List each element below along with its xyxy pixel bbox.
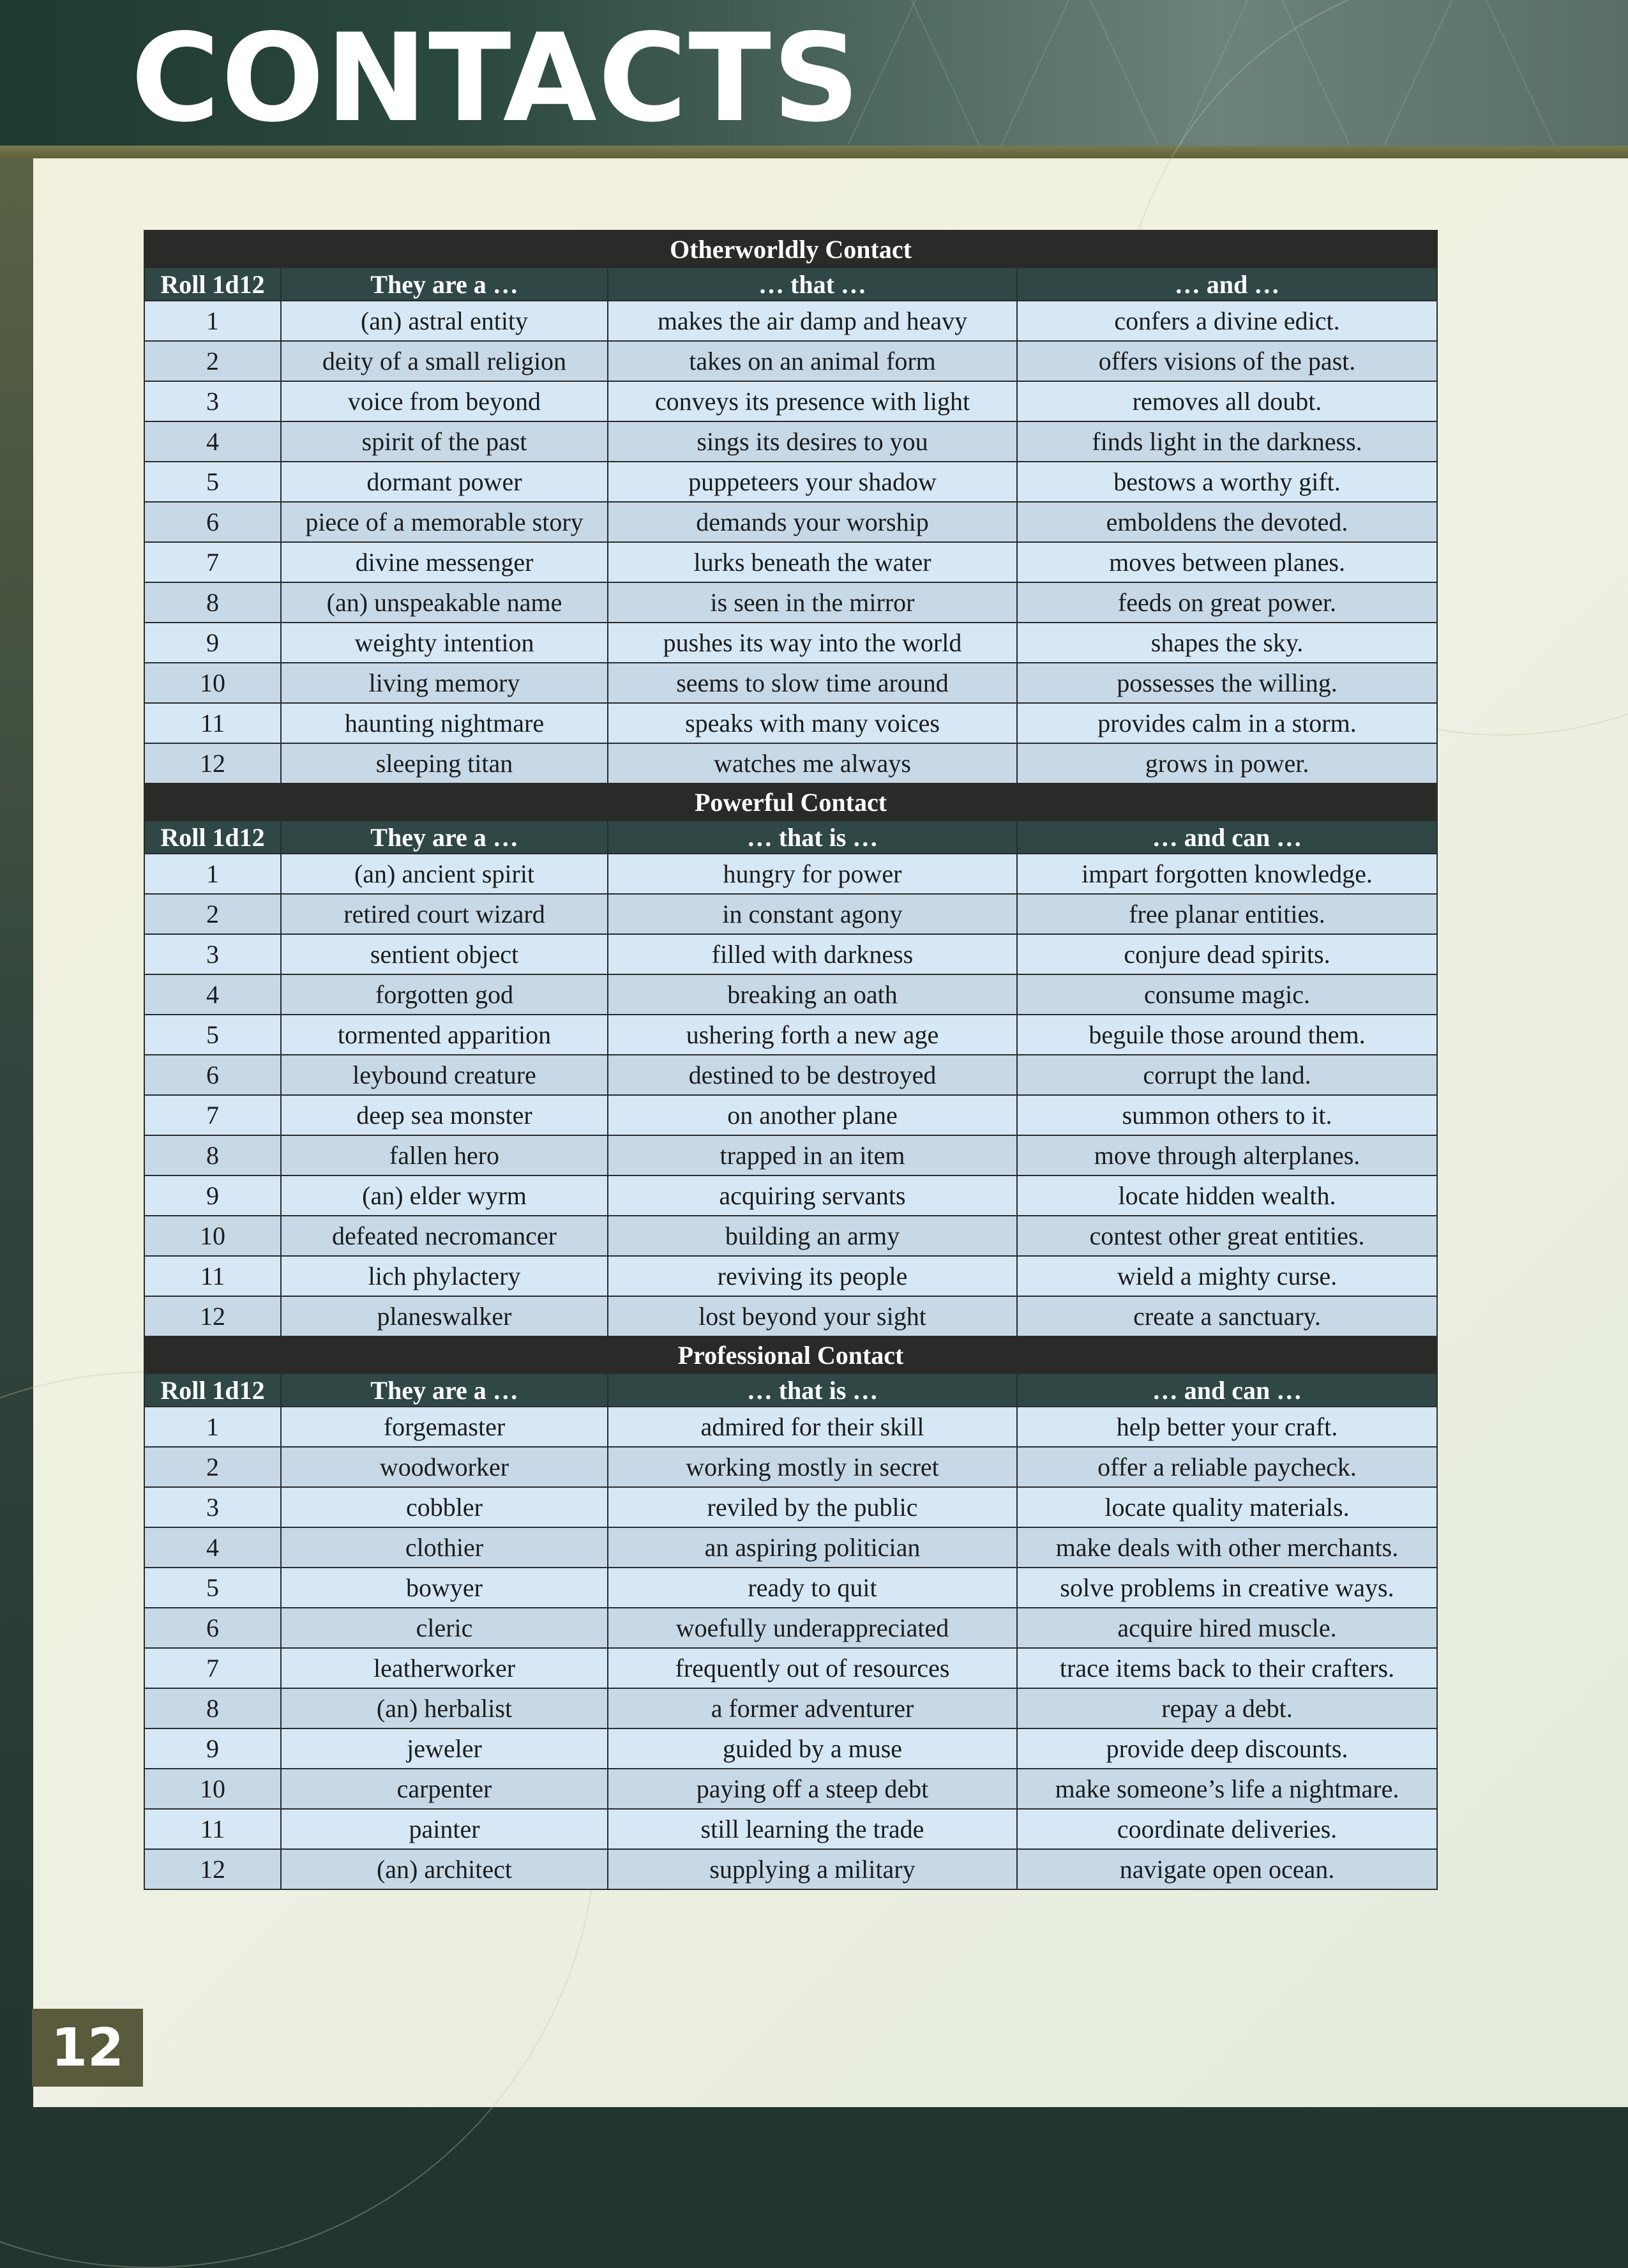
table-cell: 10 [144,1216,281,1256]
section-title-row [144,231,1437,268]
table-cell: 9 [144,1728,281,1769]
column-header: They are a … [281,820,608,854]
table-cell: locate quality materials. [1017,1487,1437,1527]
table-row [144,1216,1437,1256]
table-cell: 5 [144,462,281,502]
table-cell: wield a mighty curse. [1017,1256,1437,1296]
table-cell: bowyer [281,1568,608,1608]
table-cell: haunting nightmare [281,703,608,743]
table-cell: painter [281,1809,608,1849]
table-row [144,1256,1437,1296]
contacts-table [144,230,1438,1890]
table-row [144,1648,1437,1688]
table-cell: moves between planes. [1017,542,1437,582]
table-cell: reviled by the public [608,1487,1017,1527]
table-cell: offer a reliable paycheck. [1017,1447,1437,1487]
table-cell: 9 [144,1176,281,1216]
table-cell: (an) architect [281,1849,608,1889]
table-row [144,542,1437,582]
table-cell: on another plane [608,1095,1017,1135]
table-cell: 4 [144,1527,281,1568]
table-cell: move through alterplanes. [1017,1135,1437,1176]
table-cell: 7 [144,1095,281,1135]
table-cell: 8 [144,1688,281,1728]
table-row [144,1135,1437,1176]
table-cell: solve problems in creative ways. [1017,1568,1437,1608]
table-cell: removes all doubt. [1017,381,1437,421]
table-cell: 10 [144,663,281,703]
table-cell: leatherworker [281,1648,608,1688]
table-cell: (an) astral entity [281,301,608,341]
table-cell: 6 [144,1608,281,1648]
table-row [144,894,1437,934]
table-cell: divine messenger [281,542,608,582]
table-cell: 7 [144,1648,281,1688]
table-cell: cleric [281,1608,608,1648]
table-row [144,1849,1437,1889]
table-cell: provides calm in a storm. [1017,703,1437,743]
table-row [144,1809,1437,1849]
table-cell: demands your worship [608,502,1017,542]
table-row [144,1407,1437,1447]
table-cell: voice from beyond [281,381,608,421]
banner-decoration [911,0,980,146]
table-cell: conjure dead spirits. [1017,934,1437,974]
table-row [144,974,1437,1015]
table-cell: jeweler [281,1728,608,1769]
table-cell: acquiring servants [608,1176,1017,1216]
table-row [144,663,1437,703]
table-cell: 11 [144,1809,281,1849]
table-row [144,934,1437,974]
table-cell: tormented apparition [281,1015,608,1055]
table-cell: 11 [144,703,281,743]
table-cell: puppeteers your shadow [608,462,1017,502]
table-row [144,1015,1437,1055]
banner-decoration [1000,0,1069,146]
table-row [144,1769,1437,1809]
table-cell: make deals with other merchants. [1017,1527,1437,1568]
table-cell: 2 [144,341,281,381]
table-cell: trapped in an item [608,1135,1017,1176]
table-cell: feeds on great power. [1017,582,1437,623]
table-cell: seems to slow time around [608,663,1017,703]
table-cell: corrupt the land. [1017,1055,1437,1095]
table-cell: is seen in the mirror [608,582,1017,623]
table-row [144,462,1437,502]
table-row [144,703,1437,743]
column-header-row [144,1373,1437,1407]
table-row [144,1568,1437,1608]
table-cell: 6 [144,502,281,542]
table-cell: consume magic. [1017,974,1437,1015]
table-row [144,381,1437,421]
table-cell: 4 [144,421,281,462]
column-header: … and … [1017,268,1437,301]
table-row [144,582,1437,623]
table-cell: repay a debt. [1017,1688,1437,1728]
table-cell: deep sea monster [281,1095,608,1135]
page-title: CONTACTS [131,8,861,146]
table-cell: still learning the trade [608,1809,1017,1849]
table-cell: fallen hero [281,1135,608,1176]
table-cell: leybound creature [281,1055,608,1095]
page-number: 12 [50,2017,124,2078]
table-cell: (an) herbalist [281,1688,608,1728]
page-number-box [32,2009,143,2087]
table-cell: 7 [144,542,281,582]
table-row [144,1095,1437,1135]
table-cell: makes the air damp and heavy [608,301,1017,341]
table-cell: lurks beneath the water [608,542,1017,582]
table-row [144,854,1437,894]
column-header: They are a … [281,1373,608,1407]
table-cell: destined to be destroyed [608,1055,1017,1095]
table-cell: breaking an oath [608,974,1017,1015]
column-header-row [144,268,1437,301]
table-cell: 1 [144,301,281,341]
table-cell: 4 [144,974,281,1015]
table-cell: shapes the sky. [1017,623,1437,663]
table-cell: cobbler [281,1487,608,1527]
column-header: Roll 1d12 [144,1373,281,1407]
table-cell: 8 [144,1135,281,1176]
table-cell: admired for their skill [608,1407,1017,1447]
table-cell: locate hidden wealth. [1017,1176,1437,1216]
section-title-professional-contact: Professional Contact [144,1336,1437,1373]
table-cell: lost beyond your sight [608,1296,1017,1336]
table-row [144,1055,1437,1095]
table-cell: possesses the willing. [1017,663,1437,703]
table-cell: speaks with many voices [608,703,1017,743]
table-row [144,421,1437,462]
section-title-row [144,1336,1437,1373]
table-cell: retired court wizard [281,894,608,934]
table-cell: spirit of the past [281,421,608,462]
table-cell: 9 [144,623,281,663]
table-cell: piece of a memorable story [281,502,608,542]
table-cell: 10 [144,1769,281,1809]
column-header: … that … [608,268,1017,301]
table-row [144,502,1437,542]
table-cell: (an) unspeakable name [281,582,608,623]
table-cell: (an) ancient spirit [281,854,608,894]
table-cell: 1 [144,854,281,894]
table-cell: 2 [144,894,281,934]
table-cell: living memory [281,663,608,703]
table-cell: 12 [144,1296,281,1336]
section-title-powerful-contact: Powerful Contact [144,783,1437,820]
section-title-otherworldly-contact: Otherworldly Contact [144,231,1437,268]
table-cell: create a sanctuary. [1017,1296,1437,1336]
table-cell: guided by a muse [608,1728,1017,1769]
column-header: They are a … [281,268,608,301]
table-cell: sings its desires to you [608,421,1017,462]
table-cell: (an) elder wyrm [281,1176,608,1216]
table-cell: help better your craft. [1017,1407,1437,1447]
table-cell: summon others to it. [1017,1095,1437,1135]
column-header: Roll 1d12 [144,820,281,854]
table-cell: forgemaster [281,1407,608,1447]
table-cell: reviving its people [608,1256,1017,1296]
table-cell: free planar entities. [1017,894,1437,934]
table-cell: impart forgotten knowledge. [1017,854,1437,894]
column-header: … and can … [1017,1373,1437,1407]
table-cell: 6 [144,1055,281,1095]
table-row [144,743,1437,783]
table-cell: takes on an animal form [608,341,1017,381]
table-cell: contest other great entities. [1017,1216,1437,1256]
table-cell: building an army [608,1216,1017,1256]
table-cell: 11 [144,1256,281,1296]
table-cell: watches me always [608,743,1017,783]
table-cell: ready to quit [608,1568,1017,1608]
table-cell: 12 [144,743,281,783]
table-cell: sentient object [281,934,608,974]
table-cell: planeswalker [281,1296,608,1336]
table-cell: emboldens the devoted. [1017,502,1437,542]
table-cell: 8 [144,582,281,623]
table-row [144,1608,1437,1648]
table-cell: deity of a small religion [281,341,608,381]
table-cell: paying off a steep debt [608,1769,1017,1809]
table-cell: 12 [144,1849,281,1889]
table-cell: beguile those around them. [1017,1015,1437,1055]
table-cell: 1 [144,1407,281,1447]
table-cell: provide deep discounts. [1017,1728,1437,1769]
table-cell: woefully underappreciated [608,1608,1017,1648]
table-cell: defeated necromancer [281,1216,608,1256]
table-cell: supplying a military [608,1849,1017,1889]
table-cell: 3 [144,934,281,974]
column-header: … and can … [1017,820,1437,854]
table-cell: bestows a worthy gift. [1017,462,1437,502]
table-cell: forgotten god [281,974,608,1015]
table-row [144,1447,1437,1487]
table-cell: dormant power [281,462,608,502]
table-row [144,1296,1437,1336]
table-cell: 3 [144,381,281,421]
table-cell: carpenter [281,1769,608,1809]
table-row [144,1527,1437,1568]
table-row [144,301,1437,341]
table-cell: coordinate deliveries. [1017,1809,1437,1849]
table-cell: grows in power. [1017,743,1437,783]
table-row [144,1487,1437,1527]
table-cell: hungry for power [608,854,1017,894]
banner-decoration [1090,0,1159,146]
table-cell: working mostly in secret [608,1447,1017,1487]
table-cell: conveys its presence with light [608,381,1017,421]
table-cell: 5 [144,1015,281,1055]
table-cell: ushering forth a new age [608,1015,1017,1055]
table-cell: 5 [144,1568,281,1608]
table-row [144,1688,1437,1728]
table-cell: finds light in the darkness. [1017,421,1437,462]
table-cell: make someone’s life a nightmare. [1017,1769,1437,1809]
table-cell: lich phylactery [281,1256,608,1296]
table-cell: weighty intention [281,623,608,663]
table-cell: a former adventurer [608,1688,1017,1728]
table-cell: offers visions of the past. [1017,341,1437,381]
table-cell: acquire hired muscle. [1017,1608,1437,1648]
table-cell: navigate open ocean. [1017,1849,1437,1889]
column-header-row [144,820,1437,854]
table-cell: an aspiring politician [608,1527,1017,1568]
table-row [144,341,1437,381]
section-title-row [144,783,1437,820]
table-cell: clothier [281,1527,608,1568]
table-cell: sleeping titan [281,743,608,783]
table-cell: trace items back to their crafters. [1017,1648,1437,1688]
table-cell: in constant agony [608,894,1017,934]
table-row [144,1728,1437,1769]
table-cell: confers a divine edict. [1017,301,1437,341]
table-cell: frequently out of resources [608,1648,1017,1688]
column-header: … that is … [608,820,1017,854]
column-header: … that is … [608,1373,1017,1407]
table-row [144,1176,1437,1216]
contacts-table-wrapper [144,230,1436,1890]
table-cell: pushes its way into the world [608,623,1017,663]
table-cell: 2 [144,1447,281,1487]
column-header: Roll 1d12 [144,268,281,301]
table-cell: filled with darkness [608,934,1017,974]
table-cell: woodworker [281,1447,608,1487]
table-cell: 3 [144,1487,281,1527]
table-row [144,623,1437,663]
